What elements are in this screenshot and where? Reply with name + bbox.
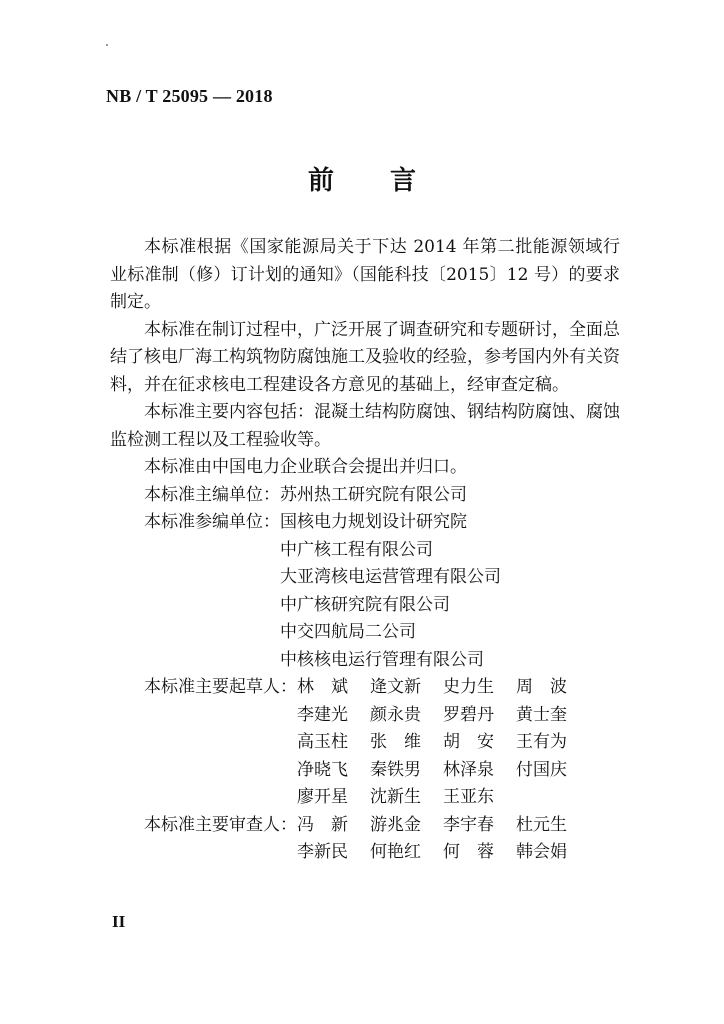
reviewers-list bbox=[297, 812, 589, 867]
paragraph-proposer: 本标准由中国电力企业联合会提出并归口。 bbox=[144, 457, 467, 477]
drafter-name: 颜永贵 bbox=[370, 704, 421, 725]
reviewer-name: 何艳红 bbox=[370, 842, 421, 862]
reviewer-name: 何 蓉 bbox=[443, 842, 494, 862]
scan-mark bbox=[106, 44, 108, 46]
drafter-name: 周 波 bbox=[516, 677, 567, 697]
title-char-1: 前 bbox=[307, 166, 334, 196]
foreword-body bbox=[110, 234, 620, 867]
title-char-2: 言 bbox=[390, 166, 417, 196]
drafter-name: 高玉柱 bbox=[297, 732, 348, 752]
participating-editor: 国核电力规划设计研究院 bbox=[280, 512, 467, 532]
drafter-name: 秦铁男 bbox=[370, 759, 421, 780]
page-title bbox=[0, 160, 724, 197]
drafters-name-row bbox=[297, 674, 589, 702]
reviewers-name-row bbox=[297, 812, 589, 840]
chief-editor-row bbox=[110, 482, 620, 510]
chief-editor-value: 苏州热工研究院有限公司 bbox=[280, 484, 467, 505]
participating-editors-row bbox=[110, 509, 620, 674]
drafter-name: 李建光 bbox=[297, 704, 348, 725]
paragraph-basis: 本标准根据《国家能源局关于下达 2014 年第二批能源领域行业标准制（修）订计划的通知》（国能科技〔2015〕12 号）的要求制定。 bbox=[110, 237, 620, 312]
drafters-row bbox=[110, 674, 620, 812]
page-number: II bbox=[112, 912, 126, 931]
drafters-name-row bbox=[297, 757, 589, 785]
drafters-name-row bbox=[297, 702, 589, 730]
reviewers-row bbox=[110, 812, 620, 867]
paragraph-process: 本标准在制订过程中，广泛开展了调查研究和专题研讨，全面总结了核电厂海工构筑物防腐蚀施工及验收的经验，参考国内外有关资料，并在征求核电工程建设各方意见的基础上，经审查定稿。 bbox=[110, 319, 620, 395]
participating-editor: 中核核电运行管理有限公司 bbox=[280, 649, 484, 670]
drafters-list bbox=[297, 674, 589, 812]
drafters-name-row bbox=[297, 784, 589, 812]
participating-editors-label: 本标准参编单位： bbox=[144, 512, 280, 532]
drafter-name: 林泽泉 bbox=[443, 759, 494, 780]
drafter-name: 沈新生 bbox=[370, 787, 421, 807]
drafters-label: 本标准主要起草人： bbox=[144, 677, 297, 697]
drafter-name: 胡 安 bbox=[443, 732, 494, 752]
participating-editor: 大亚湾核电运营管理有限公司 bbox=[280, 567, 501, 587]
drafter-name: 净晓飞 bbox=[297, 759, 348, 780]
participating-editor: 中广核工程有限公司 bbox=[280, 539, 433, 560]
reviewer-name: 冯 新 bbox=[297, 814, 348, 835]
drafter-name: 史力生 bbox=[443, 677, 494, 697]
drafter-name: 黄士奎 bbox=[516, 704, 567, 725]
drafter-name: 罗碧丹 bbox=[443, 704, 494, 725]
participating-editor: 中广核研究院有限公司 bbox=[280, 594, 450, 615]
drafter-name: 林 斌 bbox=[297, 677, 348, 697]
participating-editor: 中交四航局二公司 bbox=[280, 622, 416, 642]
reviewer-name: 游兆金 bbox=[370, 814, 421, 835]
drafter-name: 张 维 bbox=[370, 732, 421, 752]
standard-code: NB / T 25095 — 2018 bbox=[106, 86, 273, 106]
chief-editor-label: 本标准主编单位： bbox=[144, 484, 280, 505]
reviewer-name: 韩会娟 bbox=[516, 842, 567, 862]
paragraph-contents: 本标准主要内容包括：混凝土结构防腐蚀、钢结构防腐蚀、腐蚀监检测工程以及工程验收等。 bbox=[110, 402, 620, 450]
reviewer-name: 李宇春 bbox=[443, 814, 494, 835]
drafter-name: 逄文新 bbox=[370, 677, 421, 697]
reviewers-label: 本标准主要审查人： bbox=[144, 814, 297, 835]
drafter-name: 王有为 bbox=[516, 732, 567, 752]
reviewers-name-row bbox=[297, 839, 589, 867]
drafters-name-row bbox=[297, 729, 589, 757]
drafter-name: 王亚东 bbox=[443, 787, 494, 807]
participating-editors-list bbox=[280, 509, 501, 674]
drafter-name: 廖开星 bbox=[297, 787, 348, 807]
drafter-name: 付国庆 bbox=[516, 759, 567, 780]
reviewer-name: 李新民 bbox=[297, 842, 348, 862]
reviewer-name: 杜元生 bbox=[516, 814, 567, 835]
